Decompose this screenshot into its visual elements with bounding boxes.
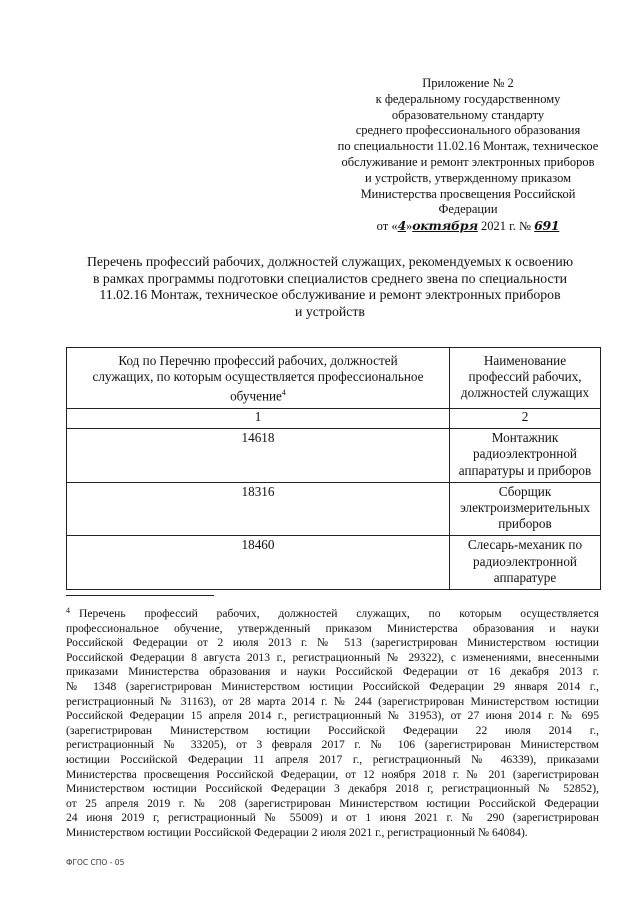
profession-name (450, 482, 601, 536)
profession-name-line: радиоэлектронной (473, 553, 577, 569)
footnote-line: регистрационный № 33205), от 3 февраля 2017 г. № 106 (зарегистрирован Министерством (66, 738, 599, 752)
document-title (60, 254, 600, 320)
appendix-header (318, 76, 618, 235)
date-mid: » (406, 219, 413, 234)
footnote-line: приказами Министерства образования и науки Российской Федерации от 16 декабря 2013 г. (66, 665, 599, 679)
title-line: и устройств (295, 303, 365, 319)
header-code-line: Код по Перечню профессий рабочих, должностей (118, 353, 398, 368)
header-code-line: служащих, по которым осуществляется профессиональное (92, 369, 424, 385)
appendix-line: и устройств, утвержденному приказом (365, 170, 571, 185)
header-code-text: обучение (230, 388, 282, 404)
table-row (67, 429, 601, 483)
order-number-handwritten: 691 (534, 218, 560, 234)
page-footer: ФГОС СПО - 05 (66, 858, 125, 867)
header-name-line: профессий рабочих, (468, 369, 582, 385)
profession-code: 14618 (67, 429, 450, 483)
title-line: 11.02.16 Монтаж, техническое обслуживание и ремонт электронных приборов (99, 287, 561, 303)
profession-name-line: радиоэлектронной (473, 446, 577, 462)
header-name-line: Наименование (483, 353, 567, 368)
footnote-line: юстиции Российской Федерации 11 апреля 2017 г., регистрационный № 46339), приказами (66, 752, 599, 766)
footnote-line: регистрационный № 31163), от 28 марта 2014 г. № 244 (зарегистрирован Министерством юстиции (66, 694, 599, 708)
footnote-line: Министерством юстиции Российской Федерации 3 декабря 2018 г, регистрационный № 52852), (66, 782, 599, 796)
appendix-line: по специальности 11.02.16 Монтаж, техническое (337, 139, 599, 154)
footnote-line: № 1348 (зарегистрирован Министерством юстиции Российской Федерации 29 января 2014 г., (66, 679, 599, 693)
appendix-line: Приложение № 2 (422, 76, 514, 90)
footnote-line: Министерством юстиции Российской Федерации 2 июля 2021 г., регистрационный № 64084). (66, 825, 528, 839)
profession-name-line: приборов (498, 516, 552, 532)
footnote-line: Российской Федерации 15 апреля 2014 г., регистрационный № 31953), от 27 июня 2014 г. № 695 (66, 709, 599, 723)
date-day-handwritten: 4 (397, 218, 406, 234)
title-line: в рамках программы подготовки специалистов среднего звена по специальности (92, 270, 568, 286)
column-number: 1 (67, 409, 450, 429)
footnote-ref: 4 (281, 388, 286, 398)
footnote-line: 24 июня 2019 г, регистрационный № 55009) и от 1 июня 2021 г. № 290 (зарегистрирован (66, 811, 599, 825)
date-month-handwritten: октября (412, 218, 478, 234)
header-code-line (70, 385, 446, 405)
appendix-line: Министерства просвещения Российской (360, 186, 576, 201)
footnote-line: от 25 апреля 2019 г. № 208 (зарегистрирован Министерством юстиции Российской Федерации (66, 796, 599, 810)
appendix-line: образовательному стандарту (391, 107, 545, 122)
professions-table (66, 347, 601, 590)
title-line: Перечень профессий рабочих, должностей служащих, рекомендуемых к освоению (86, 254, 574, 269)
header-name (450, 348, 601, 409)
column-number-row (67, 409, 601, 429)
footnote (66, 604, 599, 841)
profession-name-line: Слесарь-механик по (467, 537, 583, 553)
appendix-line: обслуживание и ремонт электронных приборов (341, 154, 595, 169)
header-code (67, 348, 450, 409)
profession-name-line: аппаратуре (493, 569, 557, 585)
profession-name-line: электроизмерительных (460, 500, 590, 516)
footnote-line (66, 604, 599, 622)
profession-name-line: Сборщик (498, 483, 552, 499)
footnote-text: Перечень профессий рабочих, должностей служащих, по которым осуществляется (79, 607, 599, 620)
profession-code: 18316 (67, 482, 450, 536)
table-row (67, 536, 601, 590)
column-number: 2 (450, 409, 601, 429)
footnote-line: Российской Федерации от 2 июля 2013 г. № 513 (зарегистрирован Министерством юстиции (66, 636, 599, 650)
appendix-line: к федеральному государственному (375, 91, 561, 106)
table-row (67, 482, 601, 536)
date-prefix: от « (376, 219, 398, 234)
order-date (318, 218, 618, 235)
footnote-line: Министерства просвещения Российской Федерации, от 12 ноября 2018 г. № 201 (зарегистрирован (66, 767, 599, 781)
profession-code: 18460 (67, 536, 450, 590)
profession-name-line: Монтажник (491, 430, 559, 446)
footnote-mark: 4 (66, 606, 70, 615)
appendix-line: Федерации (438, 202, 498, 217)
date-year: 2021 г. № (477, 219, 535, 234)
footnote-line: профессиональное обучение, утвержденный приказом Министерства образования и науки (66, 621, 599, 635)
header-name-line: должностей служащих (460, 385, 590, 401)
appendix-line: среднего профессионального образования (355, 123, 581, 138)
profession-name (450, 429, 601, 483)
profession-name-line: аппаратуры и приборов (458, 462, 592, 478)
footnote-line: Российской Федерации 8 августа 2013 г., регистрационный № 29322), с изменениями, внесенными (66, 650, 599, 664)
footnote-line: (зарегистрирован Министерством юстиции Российской Федерации 22 июля 2014 г., (66, 723, 599, 737)
footnote-divider (66, 595, 214, 596)
profession-name (450, 536, 601, 590)
table-header-row (67, 348, 601, 409)
